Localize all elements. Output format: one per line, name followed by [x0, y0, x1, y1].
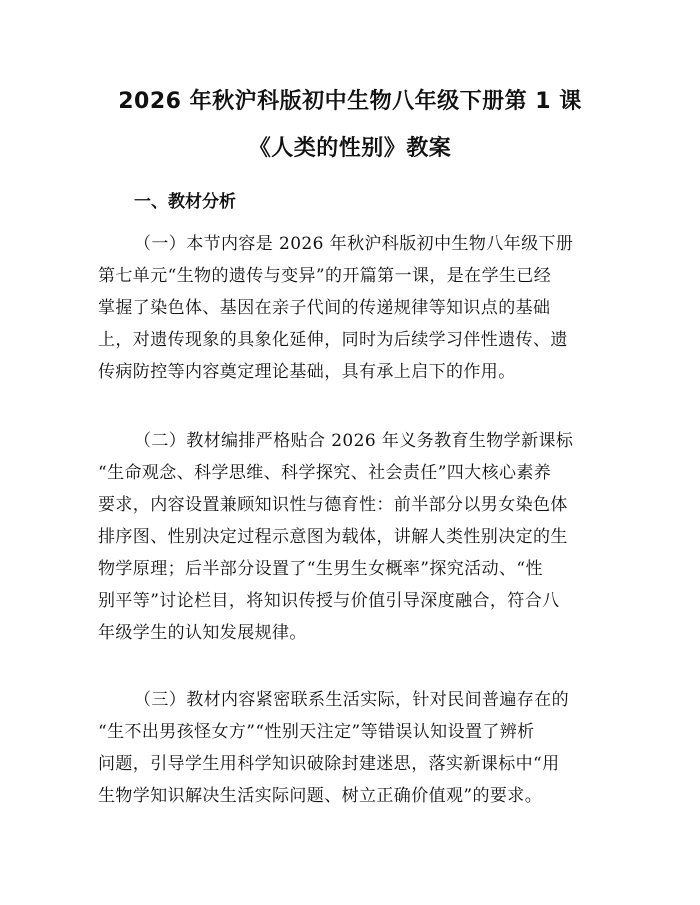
section-heading-textbook-analysis: 一、教材分析	[134, 192, 236, 212]
paragraph-1	[98, 228, 603, 388]
document-title-line1: 2026 年秋沪科版初中生物八年级下册第 1 课	[118, 89, 582, 114]
paragraph-line: “生不出男孩怪女方”“性别天注定”等错误认知设置了辨析	[98, 722, 535, 742]
paragraph-line: 排序图、性别决定过程示意图为载体，讲解人类性别决定的生	[98, 527, 568, 547]
paragraph-line: 传病防控等内容奠定理论基础，具有承上启下的作用。	[98, 362, 516, 382]
paragraph-line: （三）教材内容紧密联系生活实际，针对民间普遍存在的	[134, 690, 569, 710]
paragraph-line: 别平等”讨论栏目，将知识传授与价值引导深度融合，符合八	[98, 591, 560, 611]
paragraph-line: 年级学生的认知发展规律。	[98, 623, 307, 643]
paragraph-line: 上，对遗传现象的具象化延伸，同时为后续学习伴性遗传、遗	[98, 330, 568, 350]
paragraph-line: “生命观念、科学思维、科学探究、社会责任”四大核心素养	[98, 463, 552, 483]
paragraph-line: 生物学知识解决生活实际问题、树立正确价值观”的要求。	[98, 786, 543, 806]
paragraph-line: 问题，引导学生用科学知识破除封建迷思，落实新课标中“用	[98, 754, 560, 774]
paragraph-line: 第七单元“生物的遗传与变异”的开篇第一课，是在学生已经	[98, 266, 552, 286]
paragraph-line: （二）教材编排严格贴合 2026 年义务教育生物学新课标	[134, 431, 574, 451]
paragraph-3	[98, 684, 603, 812]
paragraph-line: （一）本节内容是 2026 年秋沪科版初中生物八年级下册	[134, 234, 574, 254]
document-title-line2: 《人类的性别》教案	[248, 136, 452, 161]
paragraph-line: 掌握了染色体、基因在亲子代间的传递规律等知识点的基础	[98, 298, 551, 318]
paragraph-2	[98, 425, 603, 649]
paragraph-line: 物学原理；后半部分设置了“生男生女概率”探究活动、“性	[98, 559, 543, 579]
paragraph-line: 要求，内容设置兼顾知识性与德育性：前半部分以男女染色体	[98, 495, 568, 515]
